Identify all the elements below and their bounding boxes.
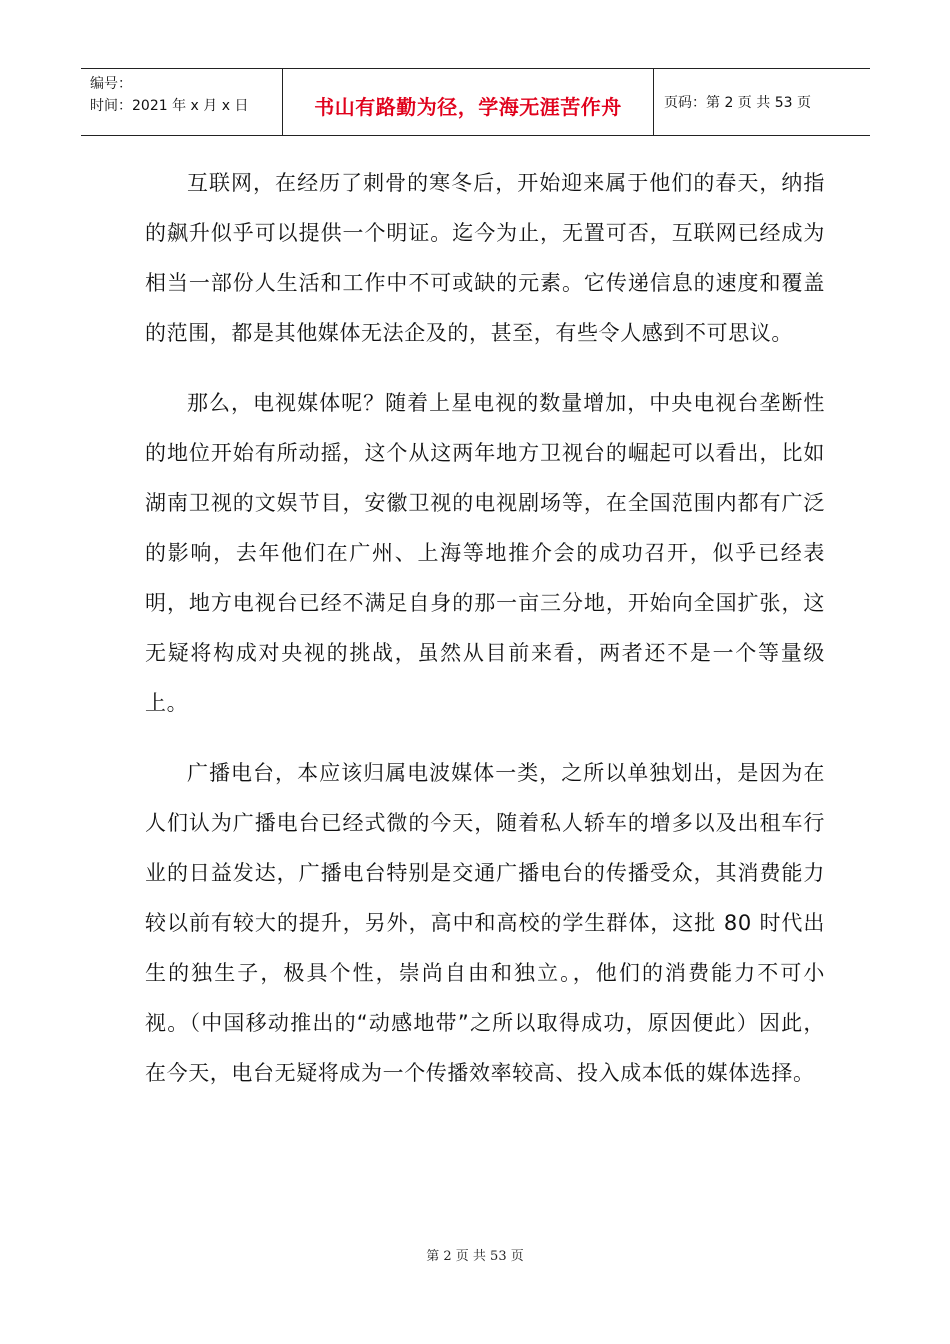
document-body	[145, 158, 825, 1118]
document-date-label: 时间：2021 年 x 月 x 日	[90, 98, 249, 114]
paragraph-radio: 广播电台，本应该归属电波媒体一类，之所以单独划出，是因为在人们认为广播电台已经式微的今天，随着私人轿车的增多以及出租车行业的日益发达，广播电台特别是交通广播电台的传播受众，其消费能力较以前有较大的提升，另外，高中和高校的学生群体，这批 80 时代出生的独生子，极具个性，崇尚自由和独立。，他们的消费能力不可小视。（中国移动推出的“动感地带”之所以取得成功，原因便此）因此，在今天，电台无疑将成为一个传播效率较高、投入成本低的媒体选择。	[145, 761, 825, 1085]
header-page-indicator: 页码：第 2 页 共 53 页	[664, 95, 811, 111]
page-footer: 第 2 页 共 53 页	[426, 1249, 524, 1264]
paragraph-television: 那么，电视媒体呢？随着上星电视的数量增加，中央电视台垄断性的地位开始有所动摇，这个从这两年地方卫视台的崛起可以看出，比如湖南卫视的文娱节目，安徽卫视的电视剧场等，在全国范围内都有广泛的影响，去年他们在广州、上海等地推介会的成功召开，似乎已经表明，地方电视台已经不满足自身的那一亩三分地，开始向全国扩张，这无疑将构成对央视的挑战，虽然从目前来看，两者还不是一个等量级上。	[145, 391, 825, 715]
header-motto: 书山有路勤为径，学海无涯苦作舟	[283, 69, 654, 135]
header-meta-cell	[81, 69, 283, 135]
document-header	[81, 68, 870, 136]
document-number-label: 编号：	[90, 76, 132, 92]
paragraph-internet: 互联网，在经历了刺骨的寒冬后，开始迎来属于他们的春天，纳指的飙升似乎可以提供一个明证。迄今为止，无置可否，互联网已经成为相当一部份人生活和工作中不可或缺的元素。它传递信息的速度和覆盖的范围，都是其他媒体无法企及的，甚至，有些令人感到不可思议。	[145, 171, 825, 345]
